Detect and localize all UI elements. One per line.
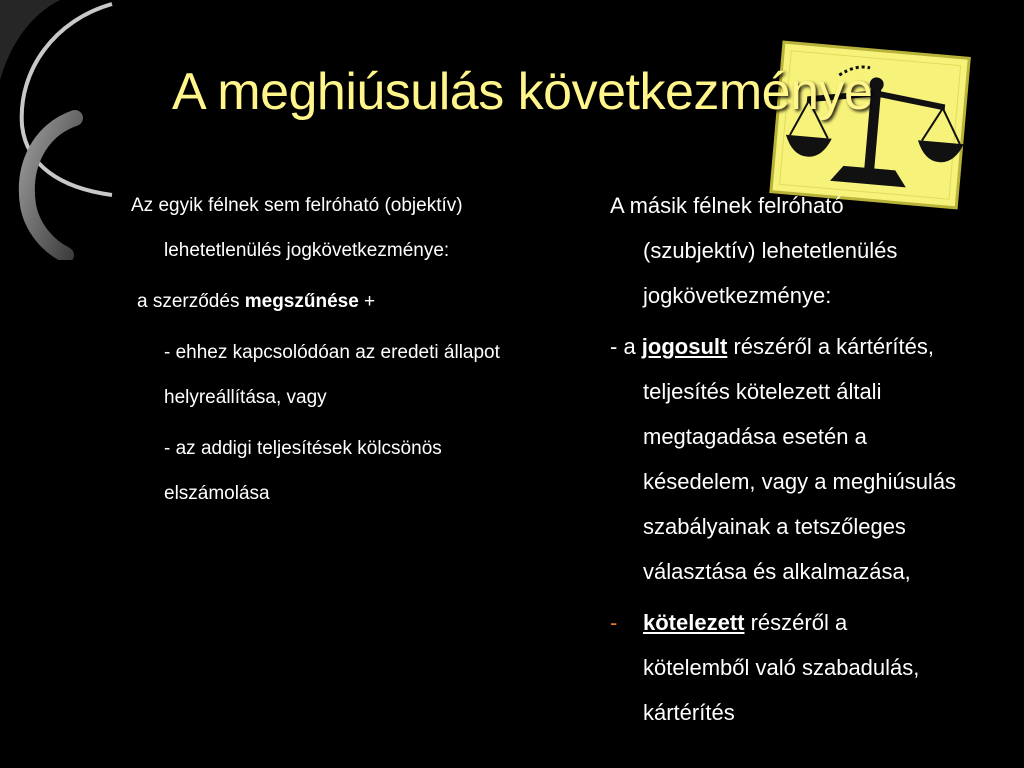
left-item1-bold: megszűnése [244,291,359,312]
right-p1-bold: jogosult [641,334,728,359]
left-intro-line2: lehetetlenülés jogkövetkezménye: [164,240,450,261]
right-intro-line3: jogkövetkezménye: [643,283,832,308]
right-intro [610,183,1010,318]
right-obligor-paragraph [610,600,1010,735]
right-p1-line3: megtagadása esetén a [643,424,867,449]
right-p1-line4: késedelem, vagy a meghiúsulás [643,469,957,494]
left-intro-line1: Az egyik félnek sem felróható (objektív) [131,195,463,216]
left-item-termination [131,279,571,324]
right-p2-bold: kötelezett [643,610,745,635]
left-column [131,183,571,516]
left-sub-settlement [131,426,571,516]
left-sub1-line2: helyreállítása, vagy [164,387,327,408]
slide-title: A meghiúsulás következménye [172,63,873,121]
left-sub-restoration [131,330,571,420]
left-intro [131,183,571,273]
left-item1-suffix: + [358,291,376,312]
right-p2-bullet: - [610,610,618,635]
right-p2-line3: kártérítés [643,700,735,725]
right-p1-line1-rest: részéről a kártérítés, [727,334,934,359]
right-p1-line5: szabályainak a tetszőleges [643,514,906,539]
left-item1-prefix: a szerződés [137,291,245,312]
right-intro-line2: (szubjektív) lehetetlenülés [643,238,898,263]
right-p2-line1-rest: részéről a [744,610,848,635]
right-column [610,183,1010,735]
left-sub1-line1: - ehhez kapcsolódóan az eredeti állapot [164,342,500,363]
right-intro-line1: A másik félnek felróható [610,193,844,218]
right-p1-line2: teljesítés kötelezett általi [643,379,882,404]
left-sub2-line2: elszámolása [164,483,270,504]
right-p1-prefix: - a [610,334,642,359]
left-sub2-line1: - az addigi teljesítések kölcsönös [164,438,442,459]
right-p1-line6: választása és alkalmazása, [643,559,911,584]
right-obligee-paragraph [610,324,1010,594]
right-p2-line2: kötelemből való szabadulás, [643,655,920,680]
